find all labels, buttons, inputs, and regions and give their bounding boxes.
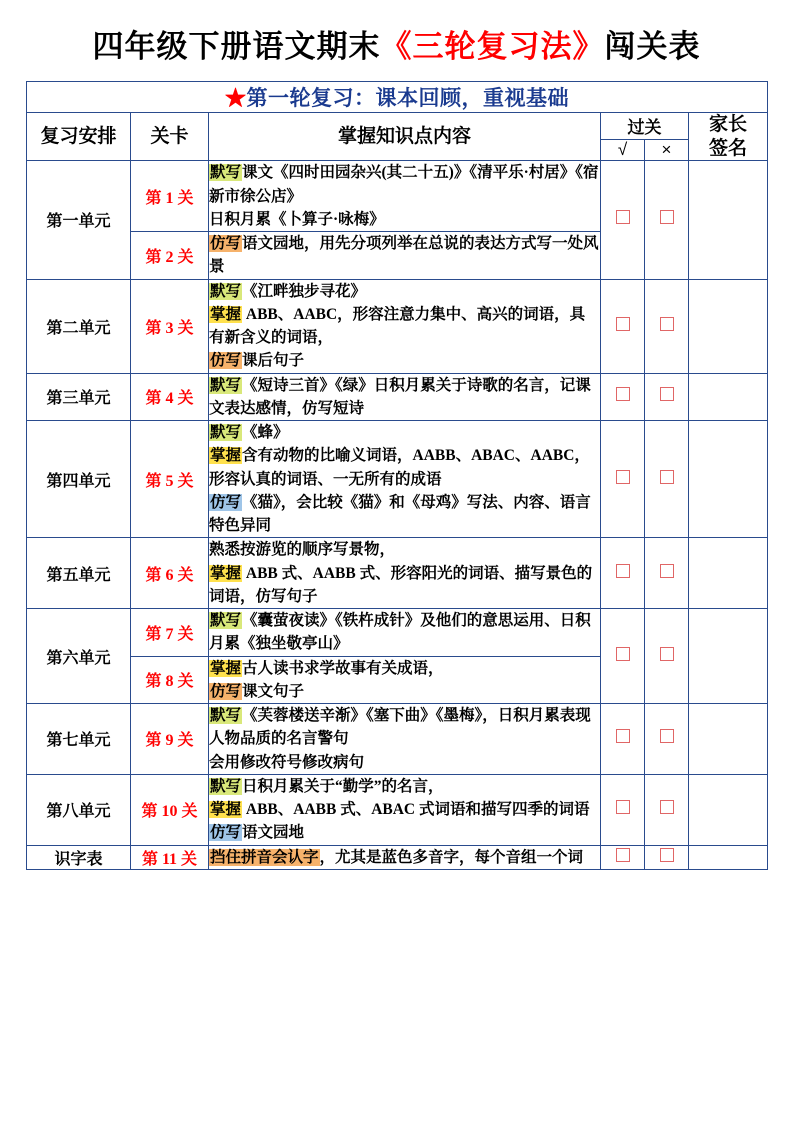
table-row [27,845,768,869]
unit-label: 第八单元 [27,774,131,845]
pass-cross-cell[interactable] [645,774,689,845]
gate-label: 第 11 关 [131,845,209,869]
unit-label: 第六单元 [27,609,131,704]
header-pass-check: √ [601,139,645,161]
content-cell: 仿写语文园地，用先分项列举在总说的表达方式写一处风景 [209,232,601,280]
signature-cell[interactable] [689,279,768,373]
unit-label: 第七单元 [27,704,131,775]
unit-label: 第四单元 [27,421,131,538]
content-cell: 掌握 ABB、AABC，形容注意力集中、高兴的词语，具有新含义的词语， 仿写课后句子 [209,303,601,373]
gate-label: 第 8 关 [131,656,209,704]
checkbox[interactable] [660,729,674,743]
pass-cross-cell[interactable] [645,421,689,538]
signature-cell[interactable] [689,373,768,421]
checkbox[interactable] [616,729,630,743]
title-part2: 《三轮复习法》 [380,29,605,64]
signature-cell[interactable] [689,845,768,869]
content-cell: 挡住拼音会认字，尤其是蓝色多音字，每个音组一个词 [209,845,601,869]
signature-cell[interactable] [689,704,768,775]
gate-label: 第 5 关 [131,421,209,538]
checkbox[interactable] [660,317,674,331]
header-signature: 家长 签名 [689,112,768,161]
checkbox[interactable] [616,470,630,484]
banner-row [27,81,768,112]
pass-check-cell[interactable] [601,161,645,279]
checkbox[interactable] [660,848,674,862]
table-row [27,538,768,609]
gate-label: 第 3 关 [131,279,209,373]
checkbox[interactable] [660,564,674,578]
content-cell: 默写《芙蓉楼送辛渐》《塞下曲》《墨梅》，日积月累表现人物品质的名言警句 [209,704,601,751]
pass-check-cell[interactable] [601,421,645,538]
gate-label: 第 6 关 [131,538,209,609]
content-cell: 默写《江畔独步寻花》 [209,279,601,303]
unit-label: 第三单元 [27,373,131,421]
signature-cell[interactable] [689,421,768,538]
table-row [27,373,768,421]
gate-label: 第 2 关 [131,232,209,280]
gate-label: 第 7 关 [131,609,209,657]
content-cell: 熟悉按游览的顺序写景物， 掌握 ABB 式、AABB 式、形容阳光的词语、描写景色的词语，仿写句子 [209,538,601,609]
checkbox[interactable] [616,800,630,814]
header-schedule: 复习安排 [27,112,131,161]
table-row [27,279,768,303]
pass-cross-cell[interactable] [645,373,689,421]
checkbox[interactable] [660,800,674,814]
pass-cross-cell[interactable] [645,279,689,373]
pass-cross-cell[interactable] [645,538,689,609]
table-body [27,81,768,869]
content-cell: 默写《蜂》 掌握含有动物的比喻义词语，AABB、ABAC、AABC，形容认真的词语、一无所有的成语 仿写《猫》，会比较《猫》和《母鸡》写法、内容、语言特色异同 [209,421,601,538]
table-row [27,609,768,657]
pass-check-cell[interactable] [601,845,645,869]
pass-cross-cell[interactable] [645,161,689,279]
title-part1: 四年级下册语文期末 [92,29,381,64]
header-pass-cross: × [645,139,689,161]
pass-cross-cell[interactable] [645,845,689,869]
gate-label: 第 10 关 [131,774,209,845]
pass-check-cell[interactable] [601,373,645,421]
pass-check-cell[interactable] [601,609,645,704]
checkbox[interactable] [616,647,630,661]
review-table [26,81,768,870]
round-banner [27,81,768,112]
unit-label: 第一单元 [27,161,131,279]
title-part3: 闯关表 [604,29,701,64]
checkbox[interactable] [616,317,630,331]
table-row [27,421,768,538]
table-row [27,774,768,821]
header-gate: 关卡 [131,112,209,161]
checkbox[interactable] [660,470,674,484]
checkbox[interactable] [660,210,674,224]
gate-label: 第 9 关 [131,704,209,775]
signature-cell[interactable] [689,538,768,609]
unit-label: 第五单元 [27,538,131,609]
checkbox[interactable] [616,564,630,578]
content-cell: 默写日积月累关于“勤学”的名言， 掌握 ABB、AABB 式、ABAC 式词语和描写四季的词语 [209,774,601,821]
banner-text: 第一轮复习：课本回顾，重视基础 [246,85,569,110]
header-row [27,112,768,139]
pass-check-cell[interactable] [601,538,645,609]
checkbox[interactable] [616,848,630,862]
star-icon: ★ [225,85,247,110]
content-cell: 掌握古人读书求学故事有关成语， 仿写课文句子 [209,656,601,704]
pass-cross-cell[interactable] [645,704,689,775]
checkbox[interactable] [616,210,630,224]
signature-cell[interactable] [689,774,768,845]
content-cell: 默写《囊萤夜读》《铁杵成针》及他们的意思运用、日积月累《独坐敬亭山》 [209,609,601,657]
unit-label: 识字表 [27,845,131,869]
checkbox[interactable] [660,647,674,661]
content-cell: 默写课文《四时田园杂兴(其二十五)》《清平乐·村居》《宿新市徐公店》 日积月累《卜算子·咏梅》 [209,161,601,232]
gate-label: 第 1 关 [131,161,209,232]
pass-check-cell[interactable] [601,704,645,775]
content-cell: 仿写语文园地 [209,821,601,845]
table-row [27,161,768,232]
unit-label: 第二单元 [27,279,131,373]
pass-check-cell[interactable] [601,279,645,373]
table-row [27,704,768,751]
header-pass: 过关 [601,112,689,139]
pass-check-cell[interactable] [601,774,645,845]
page-title [26,28,767,67]
header-content: 掌握知识点内容 [209,112,601,161]
checkbox[interactable] [616,387,630,401]
gate-label: 第 4 关 [131,373,209,421]
content-cell: 会用修改符号修改病句 [209,751,601,775]
pass-cross-cell[interactable] [645,609,689,704]
signature-cell[interactable] [689,161,768,279]
signature-cell[interactable] [689,609,768,704]
content-cell: 默写《短诗三首》《绿》日积月累关于诗歌的名言，记课文表达感情，仿写短诗 [209,373,601,421]
checkbox[interactable] [660,387,674,401]
